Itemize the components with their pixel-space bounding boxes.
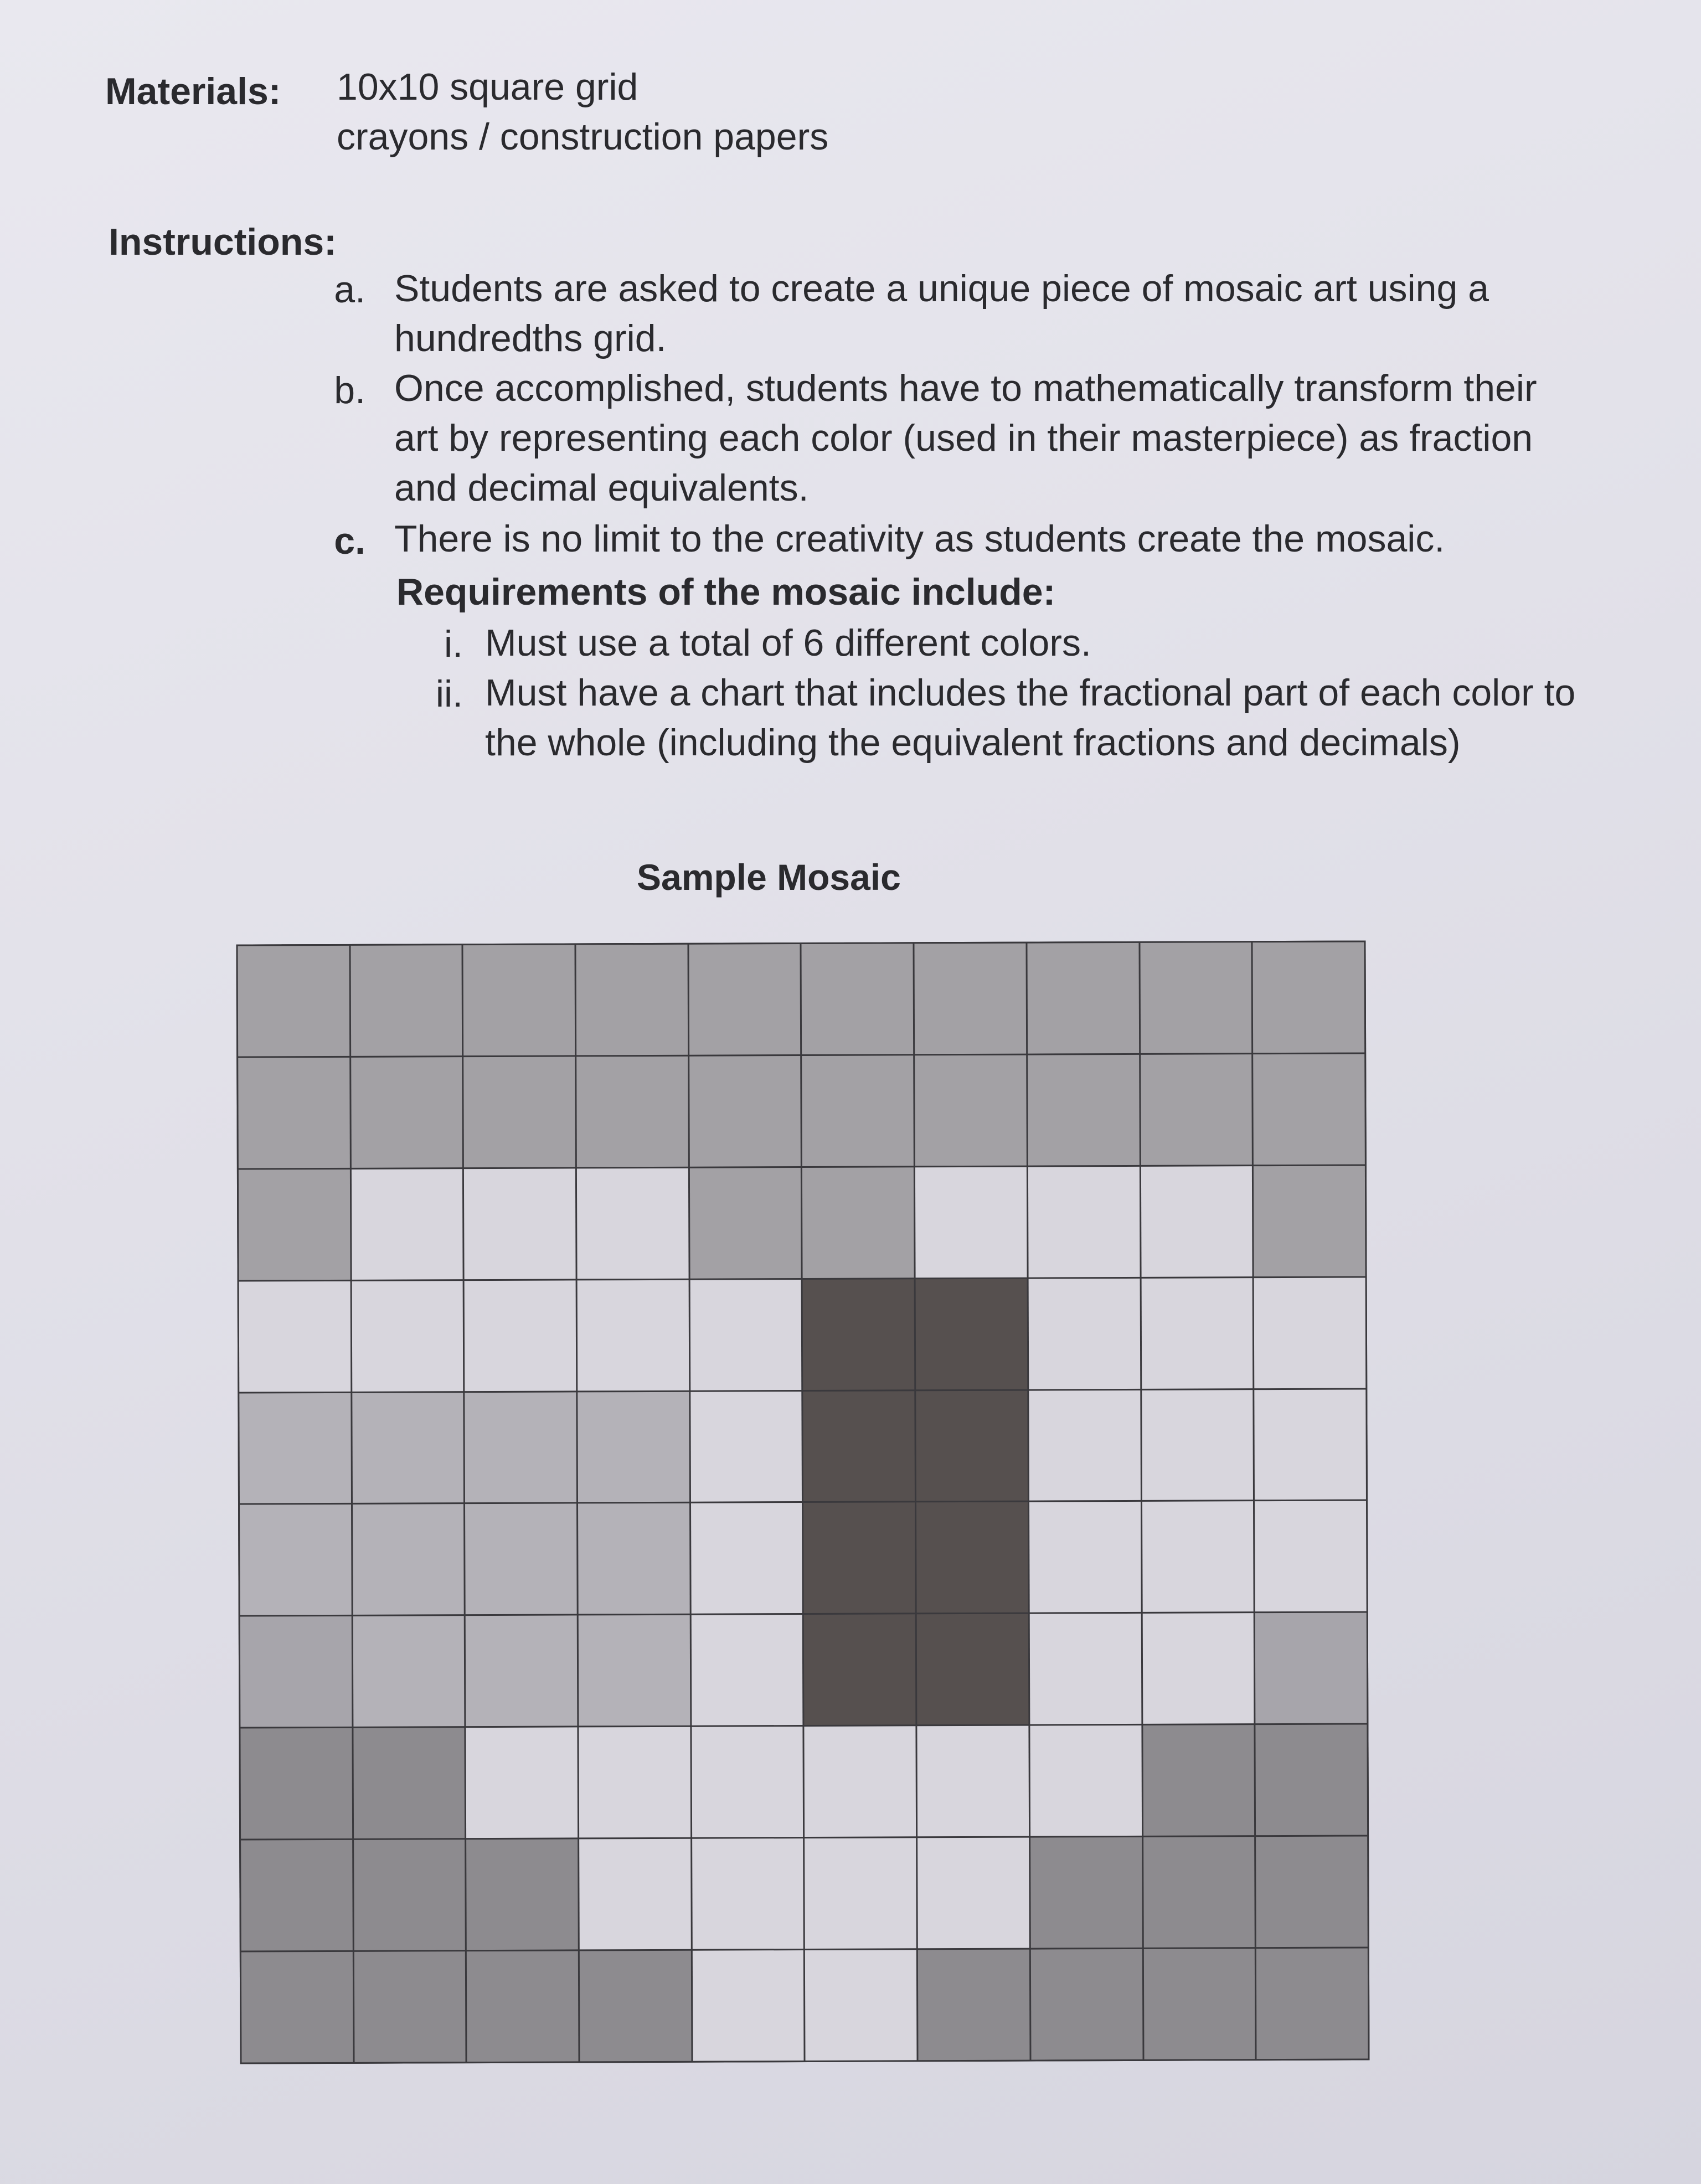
requirement-item: Must use a total of 6 different colors. (485, 622, 1091, 664)
mosaic-cell (1255, 1389, 1366, 1500)
mosaic-cell (693, 1950, 804, 2061)
mosaic-cell (239, 1393, 350, 1503)
mosaic-cell (465, 1504, 576, 1615)
mosaic-cell (1141, 1054, 1252, 1165)
mosaic-cell (465, 1392, 576, 1503)
materials-item: 10x10 square grid (337, 66, 638, 108)
mosaic-cell (802, 944, 913, 1054)
mosaic-cell (1143, 1725, 1254, 1836)
mosaic-cell (1253, 942, 1364, 1053)
list-marker: b. (334, 369, 365, 411)
mosaic-cell (466, 1616, 577, 1727)
mosaic-cell (466, 1728, 578, 1838)
mosaic-cell (1142, 1390, 1253, 1501)
mosaic-cell (1256, 1725, 1367, 1836)
mosaic-cell (350, 945, 462, 1056)
mosaic-cell (1254, 1278, 1365, 1388)
mosaic-cell (804, 1615, 915, 1725)
mosaic-cell (1142, 1502, 1254, 1613)
mosaic-cell (1028, 1167, 1140, 1278)
mosaic-grid (236, 940, 1369, 2064)
mosaic-cell (802, 1167, 914, 1278)
mosaic-cell (1254, 1166, 1365, 1276)
mosaic-cell (915, 1055, 1026, 1166)
mosaic-cell (803, 1391, 915, 1502)
mosaic-cell (576, 945, 688, 1055)
requirements-heading: Requirements of the mosaic include: (396, 571, 1056, 613)
mosaic-cell (916, 1279, 1027, 1389)
mosaic-cell (352, 1393, 463, 1503)
mosaic-cell (352, 1169, 463, 1280)
mosaic-cell (692, 1615, 803, 1725)
sample-mosaic-title: Sample Mosaic (637, 857, 901, 898)
mosaic-cell (692, 1838, 803, 1949)
mosaic-cell (803, 1279, 914, 1390)
mosaic-cell (239, 1281, 350, 1392)
mosaic-cell (239, 1170, 350, 1280)
mosaic-cell (238, 946, 349, 1057)
mosaic-cell (467, 1951, 578, 2062)
mosaic-cell (1031, 1949, 1142, 2060)
mosaic-cell (918, 1950, 1029, 2061)
mosaic-cell (463, 945, 575, 1055)
mosaic-cell (353, 1616, 464, 1727)
mosaic-cell (579, 1615, 690, 1726)
mosaic-cell (354, 1840, 465, 1950)
mosaic-cell (464, 1168, 575, 1279)
mosaic-cell (1256, 1837, 1367, 1948)
mosaic-cell (1030, 1614, 1141, 1724)
mosaic-cell (802, 1055, 914, 1166)
mosaic-cell (1256, 1949, 1368, 2059)
instruction-item: There is no limit to the creativity as students create the mosaic. (394, 518, 1445, 560)
mosaic-cell (1029, 1502, 1141, 1613)
mosaic-cell (916, 1390, 1027, 1501)
mosaic-cell (689, 1056, 801, 1167)
mosaic-cell (465, 1280, 576, 1391)
mosaic-cell (579, 1839, 690, 1950)
mosaic-cell (578, 1280, 689, 1390)
mosaic-cell (1253, 1054, 1364, 1165)
mosaic-cell (690, 1392, 802, 1502)
mosaic-cell (576, 1057, 688, 1167)
mosaic-cell (805, 1950, 916, 2061)
mosaic-cell (803, 1503, 915, 1614)
instructions-label: Instructions: (109, 221, 337, 263)
mosaic-cell (1030, 1725, 1141, 1836)
mosaic-cell (1255, 1613, 1367, 1724)
requirement-item: Must have a chart that includes the fractional part of each color to the whole (including the equivalent fractions and decimals) (485, 672, 1576, 764)
mosaic-cell (915, 944, 1026, 1054)
mosaic-cell (580, 1951, 691, 2062)
mosaic-cell (916, 1502, 1028, 1613)
mosaic-cell (917, 1726, 1029, 1837)
mosaic-cell (691, 1503, 802, 1614)
mosaic-cell (1028, 1055, 1139, 1166)
mosaic-cell (578, 1503, 689, 1614)
list-marker: c. (334, 520, 365, 562)
instruction-item: Once accomplished, students have to mathematically transform their art by representing each color (used in their masterpiece) as fraction and decimal equivalents. (394, 367, 1537, 509)
mosaic-cell (241, 1840, 352, 1951)
mosaic-cell (917, 1614, 1028, 1725)
mosaic-cell (1140, 942, 1251, 1053)
mosaic-cell (351, 1057, 462, 1168)
mosaic-cell (1255, 1501, 1366, 1612)
mosaic-cell (917, 1838, 1029, 1949)
mosaic-cell (1142, 1614, 1254, 1724)
mosaic-cell (353, 1728, 465, 1838)
mosaic-cell (238, 1058, 349, 1168)
mosaic-cell (1030, 1837, 1142, 1948)
mosaic-cell (805, 1838, 916, 1949)
mosaic-cell (467, 1840, 578, 1950)
list-marker: a. (334, 269, 365, 311)
mosaic-cell (352, 1281, 463, 1392)
mosaic-cell (1141, 1278, 1252, 1389)
list-marker: i. (444, 623, 463, 665)
mosaic-cell (1143, 1837, 1255, 1948)
mosaic-cell (1027, 943, 1138, 1054)
mosaic-cell (692, 1727, 803, 1837)
mosaic-cell (1143, 1949, 1255, 2059)
mosaic-cell (1141, 1166, 1252, 1277)
mosaic-cell (240, 1728, 352, 1839)
mosaic-cell (1029, 1390, 1140, 1501)
mosaic-cell (578, 1392, 689, 1502)
mosaic-cell (1028, 1279, 1140, 1389)
mosaic-cell (579, 1727, 690, 1838)
mosaic-cell (240, 1616, 352, 1727)
mosaic-cell (690, 1168, 801, 1279)
materials-label: Materials: (105, 70, 281, 112)
mosaic-cell (689, 944, 800, 1055)
mosaic-cell (805, 1727, 916, 1837)
mosaic-cell (464, 1057, 575, 1167)
mosaic-cell (690, 1280, 801, 1390)
mosaic-cell (241, 1952, 353, 2063)
mosaic-cell (353, 1505, 464, 1615)
instruction-item: Students are asked to create a unique piece of mosaic art using a hundredths grid. (394, 267, 1489, 359)
materials-item: crayons / construction papers (337, 116, 829, 158)
mosaic-cell (240, 1505, 351, 1615)
list-marker: ii. (435, 673, 463, 715)
mosaic-cell (354, 1951, 466, 2062)
mosaic-cell (915, 1167, 1027, 1278)
mosaic-cell (577, 1168, 688, 1279)
